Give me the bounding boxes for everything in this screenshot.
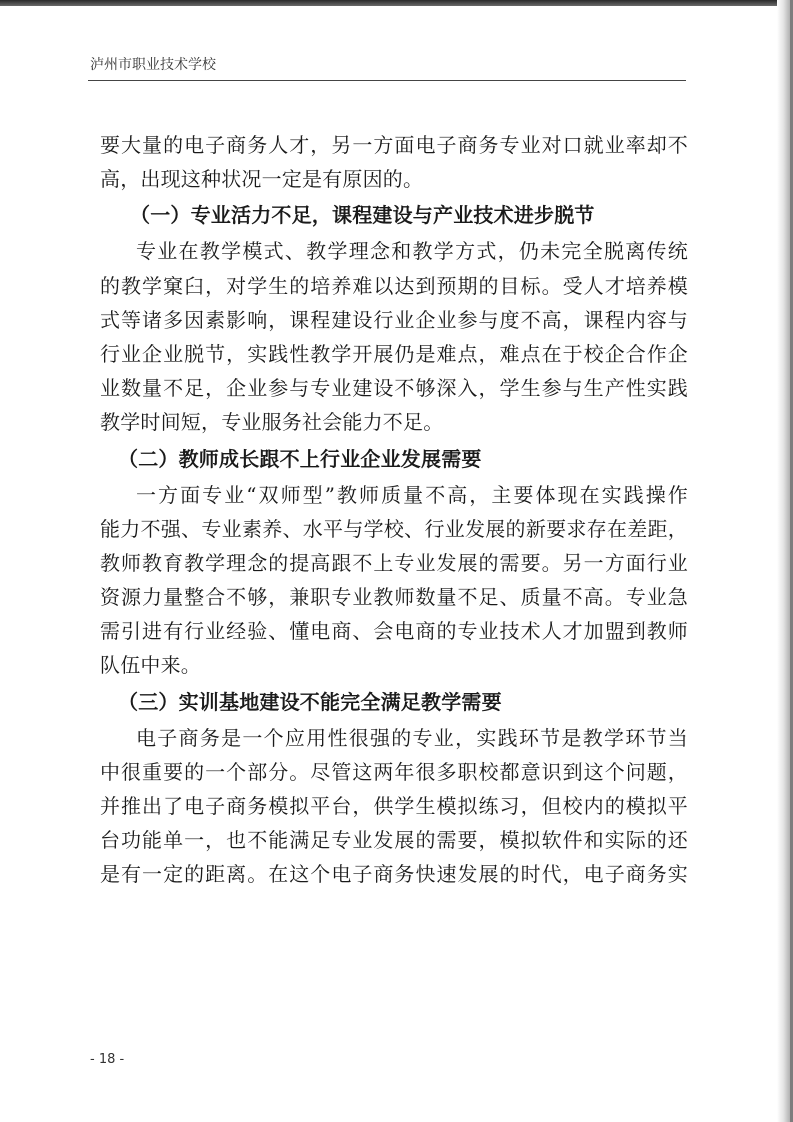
header-title: 泸州市职业技术学校 (90, 57, 216, 73)
paragraph-0-line-2: 高，出现这种状况一定是有原因的。 (100, 167, 424, 192)
header-rule (88, 80, 686, 81)
paragraph-1-line-6: 教学时间短，专业服务社会能力不足。 (100, 410, 444, 435)
section-heading-2: （二）教师成长跟不上行业企业发展需要 (118, 446, 482, 471)
paragraph-2-line-1: 一方面专业“双师型”教师质量不高，主要体现在实践操作 (136, 482, 688, 507)
paragraph-3-line-1: 电子商务是一个应用性很强的专业，实践环节是教学环节当 (136, 725, 688, 750)
paragraph-1-line-4: 行业企业脱节，实践性教学开展仍是难点，难点在于校企合作企 (100, 341, 688, 366)
paragraph-1-line-5: 业数量不足，企业参与专业建设不够深入，学生参与生产性实践 (100, 376, 688, 401)
paragraph-2-line-4: 资源力量整合不够，兼职专业教师数量不足、质量不高。专业急 (100, 585, 688, 610)
paragraph-2-line-5: 需引进有行业经验、懂电商、会电商的专业技术人才加盟到教师 (100, 619, 688, 644)
section-heading-1: （一）专业活力不足，课程建设与产业技术进步脱节 (130, 203, 595, 228)
section-heading-3: （三）实训基地建设不能完全满足教学需要 (118, 689, 502, 714)
paragraph-3-line-2: 中很重要的一个部分。尽管这两年很多职校都意识到这个问题， (100, 759, 688, 784)
page-number: - 18 - (90, 1052, 125, 1067)
paragraph-3-line-4: 台功能单一，也不能满足专业发展的需要，模拟软件和实际的还 (100, 828, 688, 853)
paragraph-2-line-3: 教师教育教学理念的提高跟不上专业发展的需要。另一方面行业 (100, 550, 688, 575)
paragraph-2-line-6: 队伍中来。 (100, 653, 201, 678)
document-body (100, 128, 688, 892)
paragraph-1-line-3: 式等诸多因素影响，课程建设行业企业参与度不高，课程内容与 (100, 307, 688, 332)
paragraph-0-line-1: 要大量的电子商务人才，另一方面电子商务专业对口就业率却不 (100, 133, 688, 157)
paragraph-3-line-5: 是有一定的距离。在这个电子商务快速发展的时代，电子商务实 (100, 862, 688, 887)
paragraph-3-line-3: 并推出了电子商务模拟平台，供学生模拟练习，但校内的模拟平 (100, 794, 688, 818)
paragraph-1-line-2: 的教学窠臼，对学生的培养难以达到预期的目标。受人才培养模 (100, 273, 688, 298)
paragraph-2-line-2: 能力不强、专业素养、水平与学校、行业发展的新要求存在差距， (100, 516, 688, 541)
scan-edge-top (0, 0, 793, 6)
paragraph-1-line-1: 专业在教学模式、教学理念和教学方式，仍未完全脱离传统 (136, 239, 688, 264)
